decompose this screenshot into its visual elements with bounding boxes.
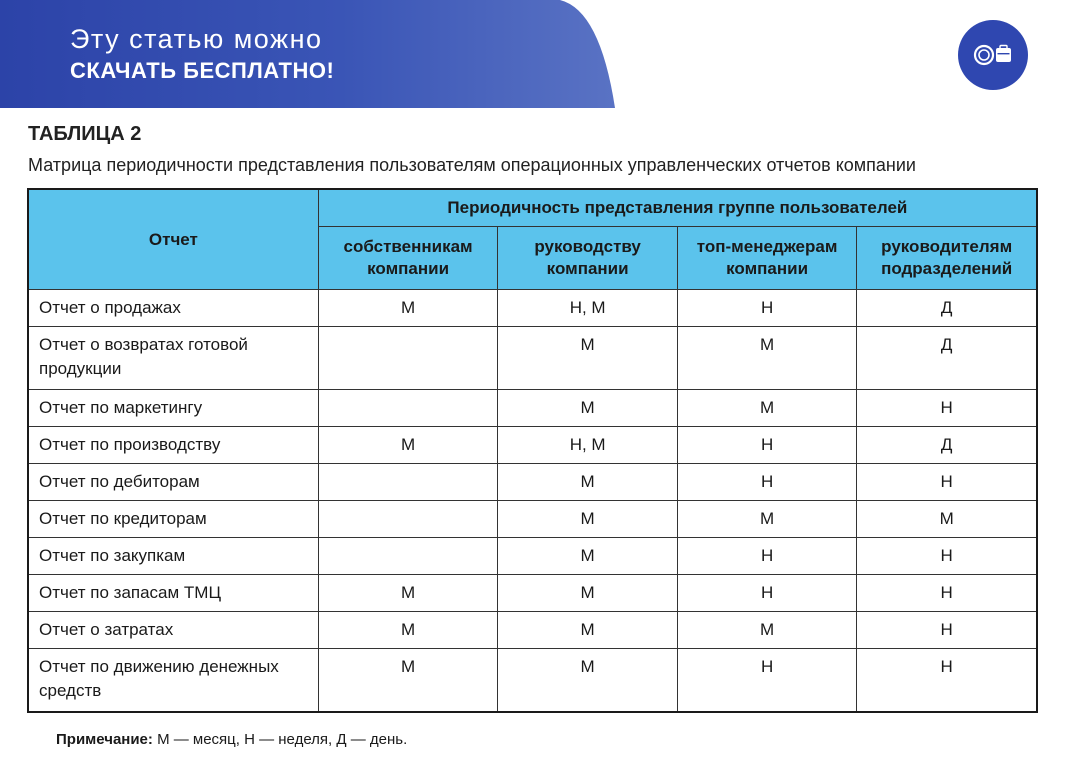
cell-value — [318, 390, 498, 427]
table-row — [28, 390, 1037, 427]
row-name: Отчет по дебиторам — [28, 464, 318, 501]
cell-value: М — [498, 464, 677, 501]
header-owners-line2: компании — [367, 259, 450, 278]
cell-value: Н — [857, 612, 1037, 649]
cell-value: М — [318, 427, 498, 464]
cell-value: Н — [677, 649, 856, 713]
cell-value: М — [318, 575, 498, 612]
row-name: Отчет по маркетингу — [28, 390, 318, 427]
header-management-line2: компании — [546, 259, 629, 278]
table-row — [28, 464, 1037, 501]
cell-value: Н — [677, 538, 856, 575]
cell-value: М — [498, 327, 677, 390]
cell-value: М — [677, 327, 856, 390]
row-name: Отчет по закупкам — [28, 538, 318, 575]
row-name: Отчет по кредиторам — [28, 501, 318, 538]
header-report: Отчет — [28, 189, 318, 290]
row-name: Отчет по производству — [28, 427, 318, 464]
periodicity-table — [27, 188, 1038, 713]
cell-value: Н, М — [498, 290, 677, 327]
cell-value — [318, 464, 498, 501]
header-top-managers — [677, 227, 856, 290]
cell-value: М — [498, 390, 677, 427]
cell-value: Д — [857, 290, 1037, 327]
header-dept-heads-line1: руководителям — [881, 237, 1013, 256]
table-row — [28, 327, 1037, 390]
cell-value — [318, 538, 498, 575]
header-owners — [318, 227, 498, 290]
cell-value: Н — [857, 464, 1037, 501]
cell-value — [318, 501, 498, 538]
cell-value: Н — [857, 575, 1037, 612]
cell-value: Н — [677, 427, 856, 464]
table-caption: Матрица периодичности представления пользователям операционных управленческих отчетов компании — [28, 155, 916, 175]
row-name: Отчет о продажах — [28, 290, 318, 327]
cell-value: М — [318, 649, 498, 713]
banner-text-line1[interactable]: Эту статью можно — [70, 24, 323, 54]
row-name: Отчет о возвратах готовой продукции — [28, 327, 318, 390]
header-dept-heads — [857, 227, 1037, 290]
cell-value: Н — [857, 538, 1037, 575]
row-name: Отчет по запасам ТМЦ — [28, 575, 318, 612]
table-row — [28, 427, 1037, 464]
table-row — [28, 538, 1037, 575]
table-row — [28, 501, 1037, 538]
table-row — [28, 612, 1037, 649]
logo-glyph-icon — [973, 43, 1013, 67]
row-name: Отчет о затратах — [28, 612, 318, 649]
cell-value: Н, М — [498, 427, 677, 464]
header-top-managers-line2: компании — [726, 259, 809, 278]
cell-value: Н — [857, 390, 1037, 427]
cell-value: Н — [857, 649, 1037, 713]
header-management-line1: руководству — [534, 237, 641, 256]
brand-logo-icon — [958, 20, 1028, 90]
cell-value: М — [677, 390, 856, 427]
banner-text-line2[interactable]: СКАЧАТЬ БЕСПЛАТНО! — [70, 58, 335, 83]
cell-value: М — [677, 501, 856, 538]
cell-value: М — [498, 538, 677, 575]
row-name: Отчет по движению денежных средств — [28, 649, 318, 713]
cell-value: М — [857, 501, 1037, 538]
cell-value: М — [318, 612, 498, 649]
cell-value: Д — [857, 327, 1037, 390]
cell-value — [318, 327, 498, 390]
header-periodicity: Периодичность представления группе пользователей — [318, 189, 1037, 227]
cell-value: Н — [677, 575, 856, 612]
table-row — [28, 575, 1037, 612]
cell-value: Н — [677, 290, 856, 327]
cell-value: Д — [857, 427, 1037, 464]
cell-value: Н — [677, 464, 856, 501]
table-note — [56, 731, 407, 748]
header-owners-line1: собственникам — [343, 237, 473, 256]
header-top-managers-line1: топ-менеджерам — [696, 237, 838, 256]
note-text: М — месяц, Н — неделя, Д — день. — [152, 731, 408, 748]
cell-value: М — [498, 649, 677, 713]
table-label: ТАБЛИЦА 2 — [28, 123, 142, 145]
cell-value: М — [498, 612, 677, 649]
cell-value: М — [677, 612, 856, 649]
header-management — [498, 227, 677, 290]
table-row — [28, 290, 1037, 327]
cell-value: М — [498, 575, 677, 612]
table-row — [28, 649, 1037, 713]
header-dept-heads-line2: подразделений — [881, 259, 1013, 278]
note-label: Примечание: — [56, 731, 153, 748]
cell-value: М — [318, 290, 498, 327]
cell-value: М — [498, 501, 677, 538]
